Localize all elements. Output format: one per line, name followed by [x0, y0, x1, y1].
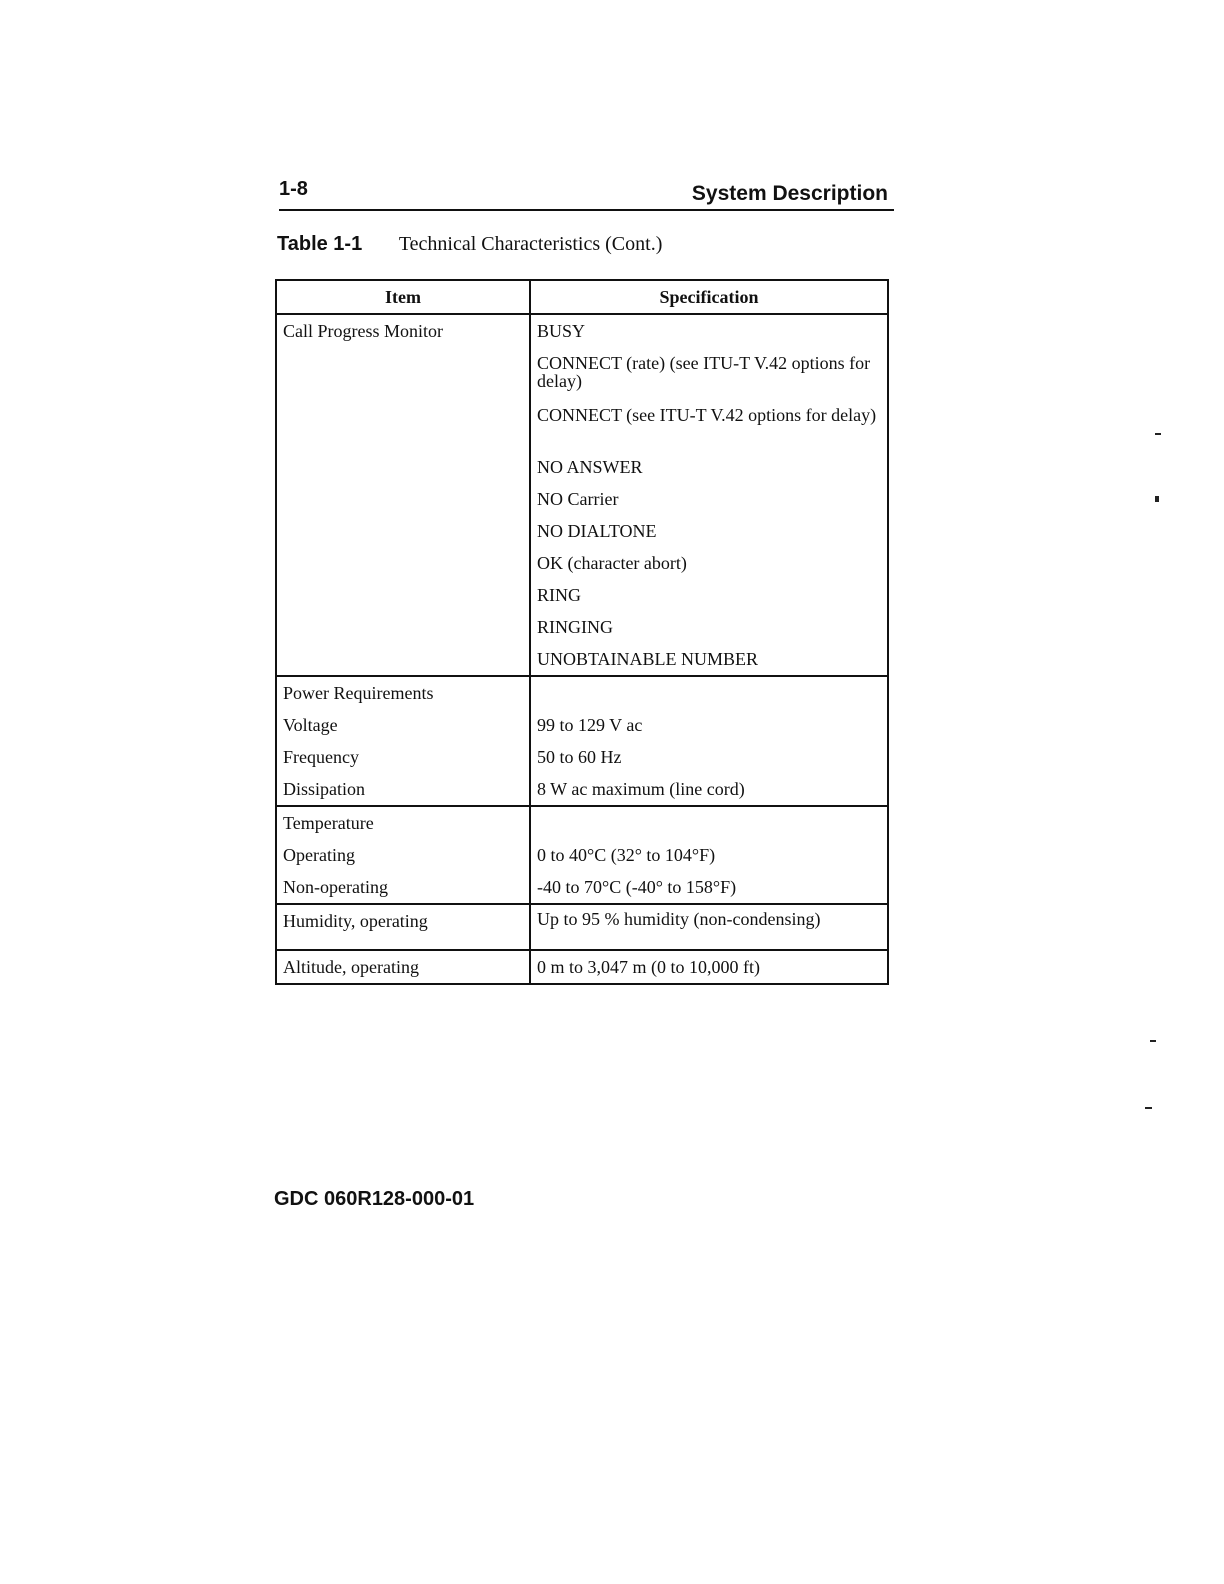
scan-mark — [1145, 1107, 1152, 1109]
spec-text — [531, 677, 887, 709]
spec-text: 8 W ac maximum (line cord) — [537, 779, 745, 799]
spec-text: 99 to 129 V ac — [537, 715, 643, 735]
spec-cell — [530, 806, 888, 904]
table-caption — [277, 233, 662, 256]
item-text: Non-operating — [283, 877, 388, 897]
table-caption-label: Table 1-1 — [277, 233, 363, 255]
column-header-item: Item — [276, 280, 530, 314]
spec-cell — [530, 314, 888, 676]
spec-text: CONNECT (rate) (see ITU-T V.42 options for delay) — [537, 353, 871, 391]
item-text: Humidity, operating — [283, 911, 428, 931]
spec-text: 50 to 60 Hz — [537, 747, 622, 767]
spec-text: NO DIALTONE — [537, 521, 657, 541]
spec-text: 0 m to 3,047 m (0 to 10,000 ft) — [537, 957, 760, 977]
item-text: Dissipation — [283, 779, 366, 799]
table-row — [276, 676, 888, 806]
header-rule — [279, 209, 894, 211]
spec-text — [531, 807, 887, 839]
spec-text: BUSY — [537, 321, 586, 341]
scan-mark — [1155, 433, 1161, 435]
item-text: Power Requirements — [283, 683, 434, 703]
table-row — [276, 806, 888, 904]
table-row — [276, 904, 888, 950]
page-number: 1-8 — [279, 178, 308, 200]
item-cell — [276, 806, 530, 904]
item-text: Operating — [283, 845, 355, 865]
spec-text: CONNECT (see ITU-T V.42 options for delay) — [537, 405, 877, 425]
item-cell — [276, 676, 530, 806]
scan-mark — [1150, 1040, 1156, 1042]
spec-text: RINGING — [537, 617, 613, 637]
item-text: Voltage — [283, 715, 338, 735]
item-text: Call Progress Monitor — [283, 321, 443, 341]
table-caption-title: Technical Characteristics (Cont.) — [398, 233, 663, 255]
spec-cell — [530, 950, 888, 984]
spec-text: UNOBTAINABLE NUMBER — [537, 649, 759, 669]
item-text: Frequency — [283, 747, 359, 767]
spec-text: Up to 95 % humidity (non-condensing) — [537, 909, 821, 929]
item-text: Temperature — [283, 813, 374, 833]
spec-text: NO ANSWER — [537, 457, 643, 477]
spec-cell — [530, 904, 888, 950]
spec-text: RING — [537, 585, 581, 605]
scan-mark — [1155, 496, 1159, 502]
item-cell — [276, 904, 530, 950]
section-title: System Description — [691, 182, 888, 205]
spec-text: -40 to 70°C (-40° to 158°F) — [537, 877, 737, 897]
spec-text: OK (character abort) — [537, 553, 687, 573]
item-cell — [276, 950, 530, 984]
column-header-specification: Specification — [530, 280, 888, 314]
item-cell — [276, 314, 530, 676]
document-id: GDC 060R128-000-01 — [274, 1188, 475, 1210]
spec-text: 0 to 40°C (32° to 104°F) — [537, 845, 716, 865]
table-row — [276, 314, 888, 676]
table-header-row — [276, 280, 888, 314]
spec-table — [275, 279, 889, 985]
table-row — [276, 950, 888, 984]
spec-text: NO Carrier — [537, 489, 619, 509]
spec-cell — [530, 676, 888, 806]
item-text: Altitude, operating — [283, 957, 419, 977]
